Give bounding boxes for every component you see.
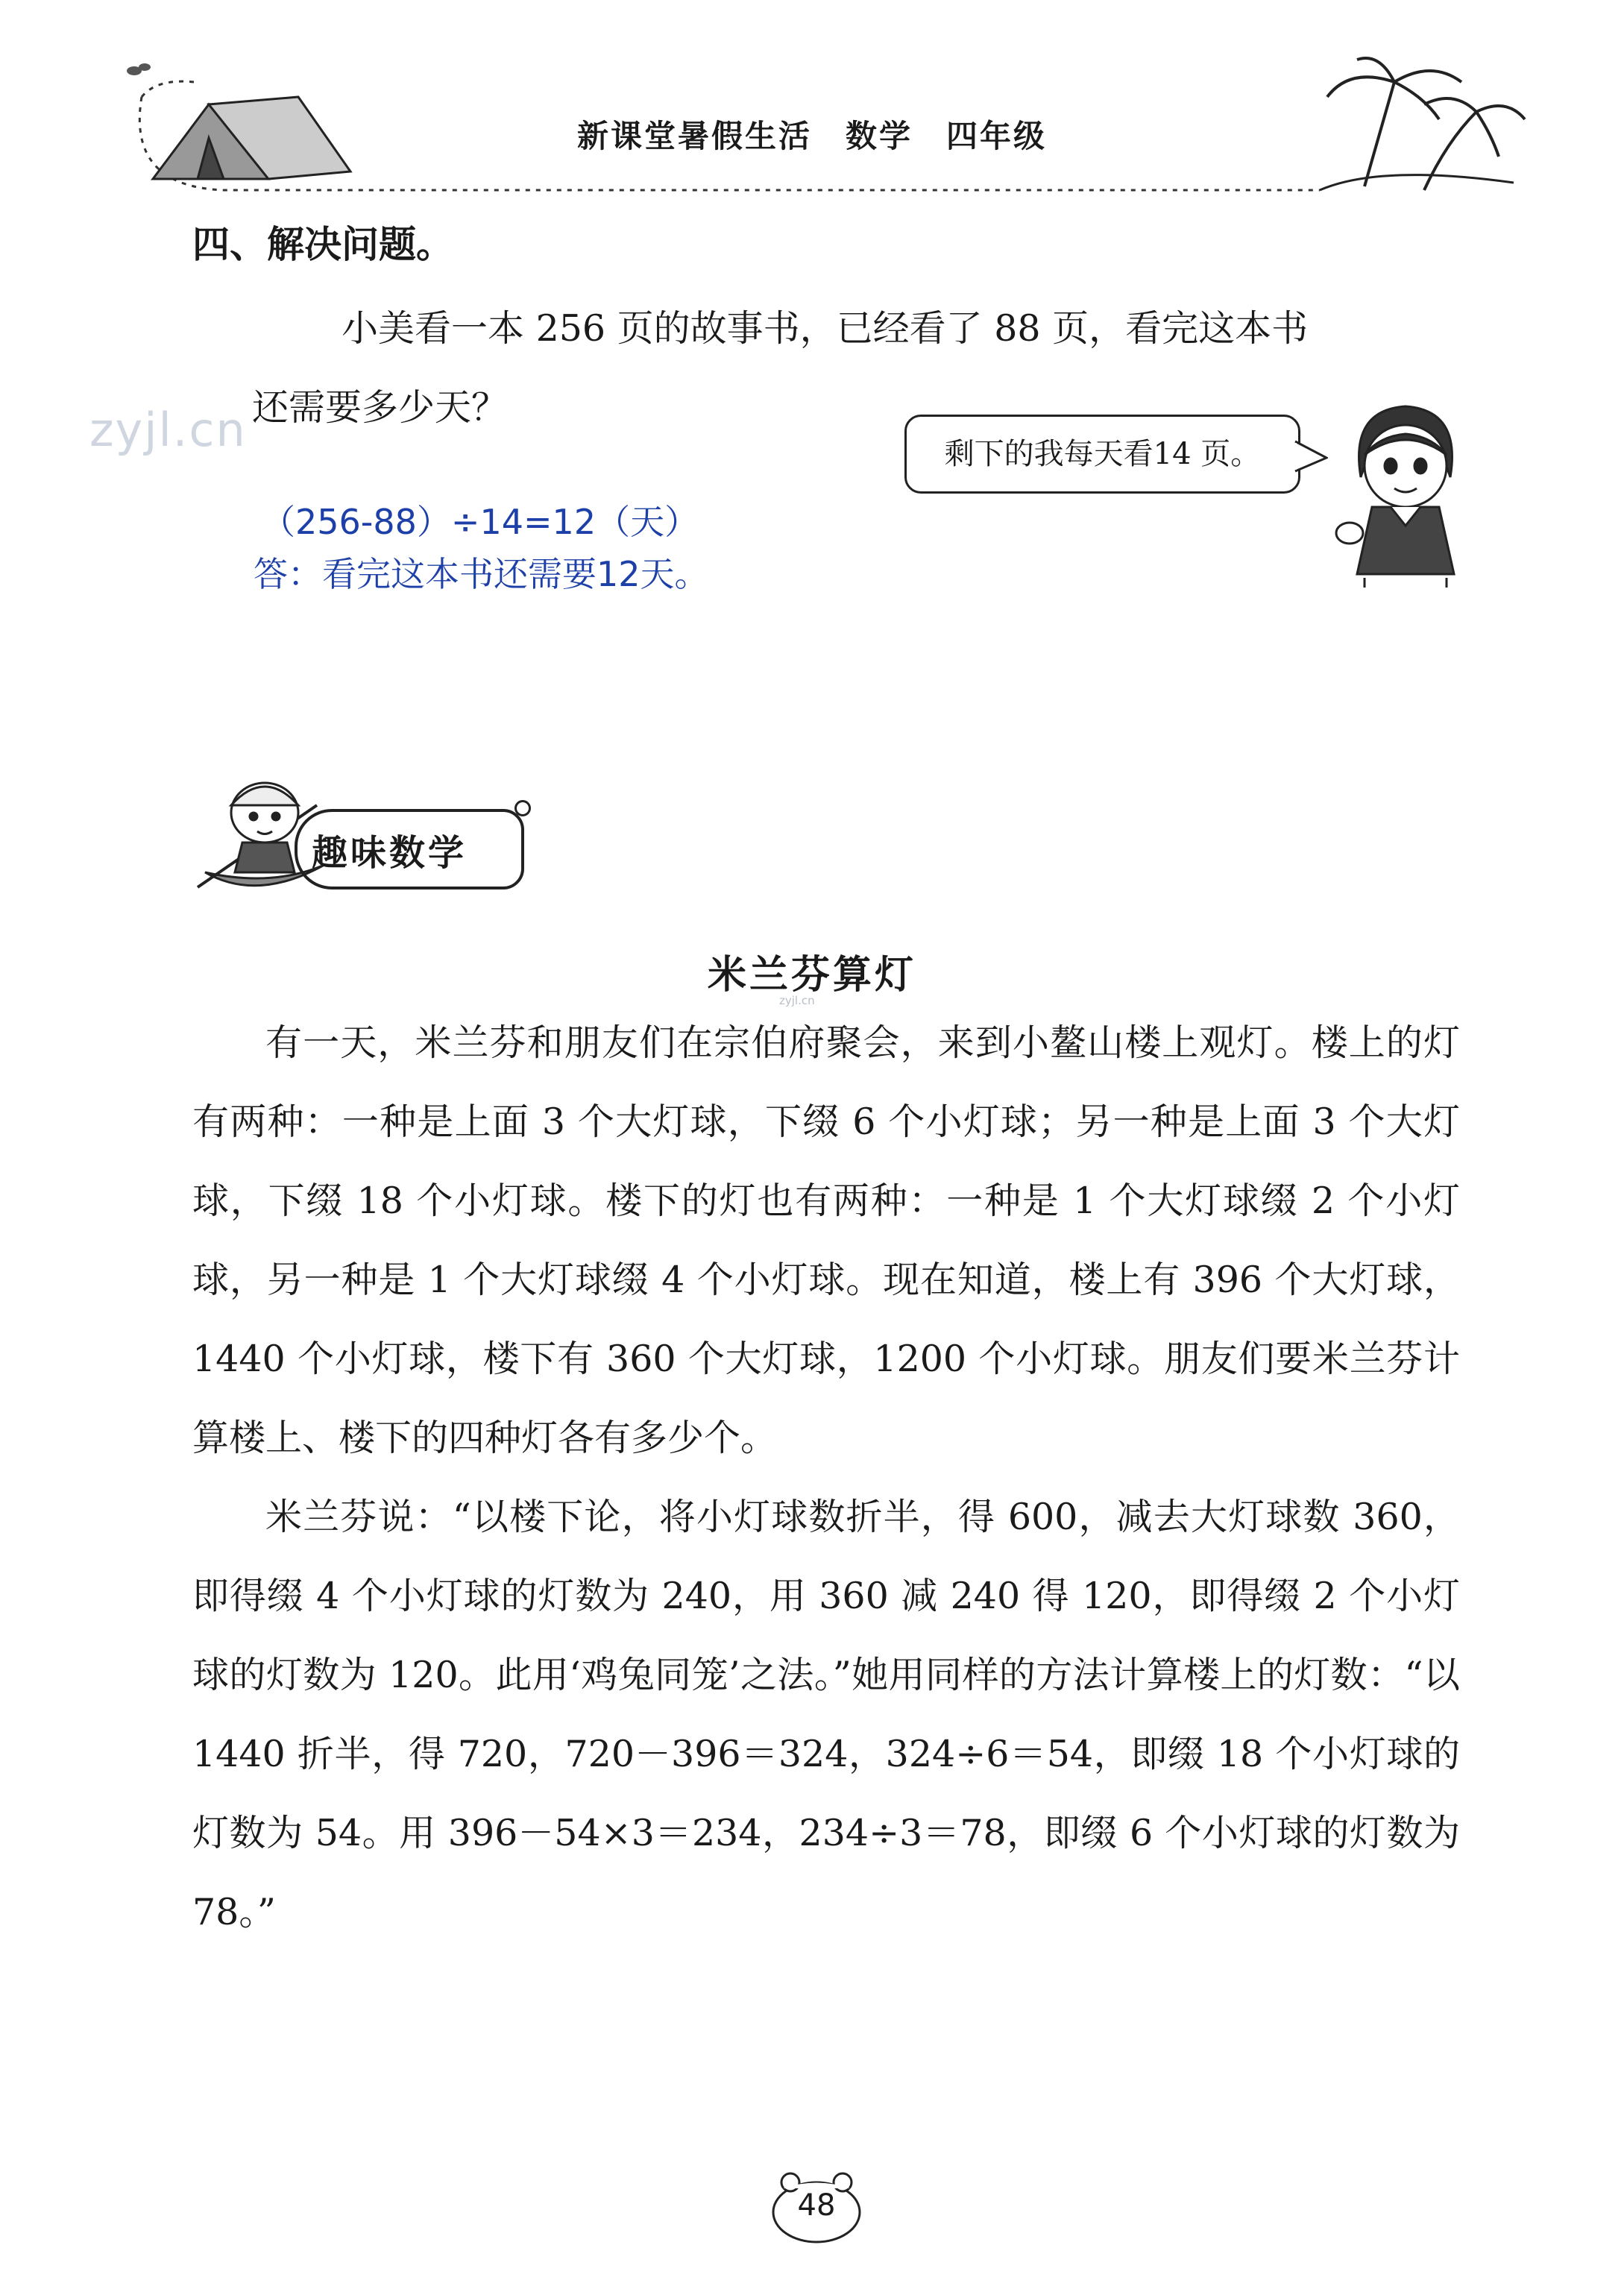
answer-equation: （256-88）÷14=12（天）: [261, 502, 699, 542]
story-body: [192, 1004, 1460, 1952]
page-number: 48: [797, 2188, 836, 2223]
small-watermark: zyjl.cn: [779, 994, 815, 1007]
speech-bubble: 剩下的我每天看14 页。: [904, 415, 1300, 494]
badge-dot: [514, 800, 531, 816]
section-heading: 四、解决问题。: [192, 223, 453, 266]
problem-line-1: 小美看一本 256 页的故事书，已经看了 88 页，看完这本书: [342, 307, 1309, 350]
badge-label: 趣味数学: [312, 832, 468, 874]
answer-block: [254, 496, 709, 600]
watermark: zyjl.cn: [89, 403, 247, 457]
girl-illustration: [1320, 395, 1484, 589]
story-paragraph-2: 米兰芬说：“以楼下论，将小灯球数折半，得 600，减去大灯球数 360，即得缀 4 个小灯球的灯数为 240，用 360 减 240 得 120，即得缀 2 个小灯球的灯数为 120。此用‘鸡兔同笼’之法。”她用同样的方法计算楼上的灯数：“以 1440 折半，得 720，720－396＝324，324÷6＝54，即缀 18 个小灯球的灯数为 54。用 396－54×3＝234，234÷3＝78，即缀 6 个小灯球的灯数为 78。”: [192, 1496, 1460, 1933]
story-title: 米兰芬算灯: [707, 953, 916, 998]
butterfly-icon: [127, 63, 151, 75]
header-title: 新课堂暑假生活 数学 四年级: [576, 118, 1047, 154]
problem-line-2: 还需要多少天？: [252, 386, 509, 429]
answer-statement: 答：看完这本书还需要12天。: [254, 554, 709, 594]
story-paragraph-1: 有一天，米兰芬和朋友们在宗伯府聚会，来到小鳌山楼上观灯。楼上的灯有两种：一种是上面 3 个大灯球，下缀 6 个小灯球；另一种是上面 3 个大灯球，下缀 18 个小灯球。楼下的灯也有两种：一种是 1 个大灯球缀 2 个小灯球，另一种是 1 个大灯球缀 4 个小灯球。现在知道，楼上有 396 个大灯球，1440 个小灯球，楼下有 360 个大灯球，1200 个小灯球。朋友们要米兰芬计算楼上、楼下的四种灯各有多少个。: [192, 1021, 1461, 1459]
